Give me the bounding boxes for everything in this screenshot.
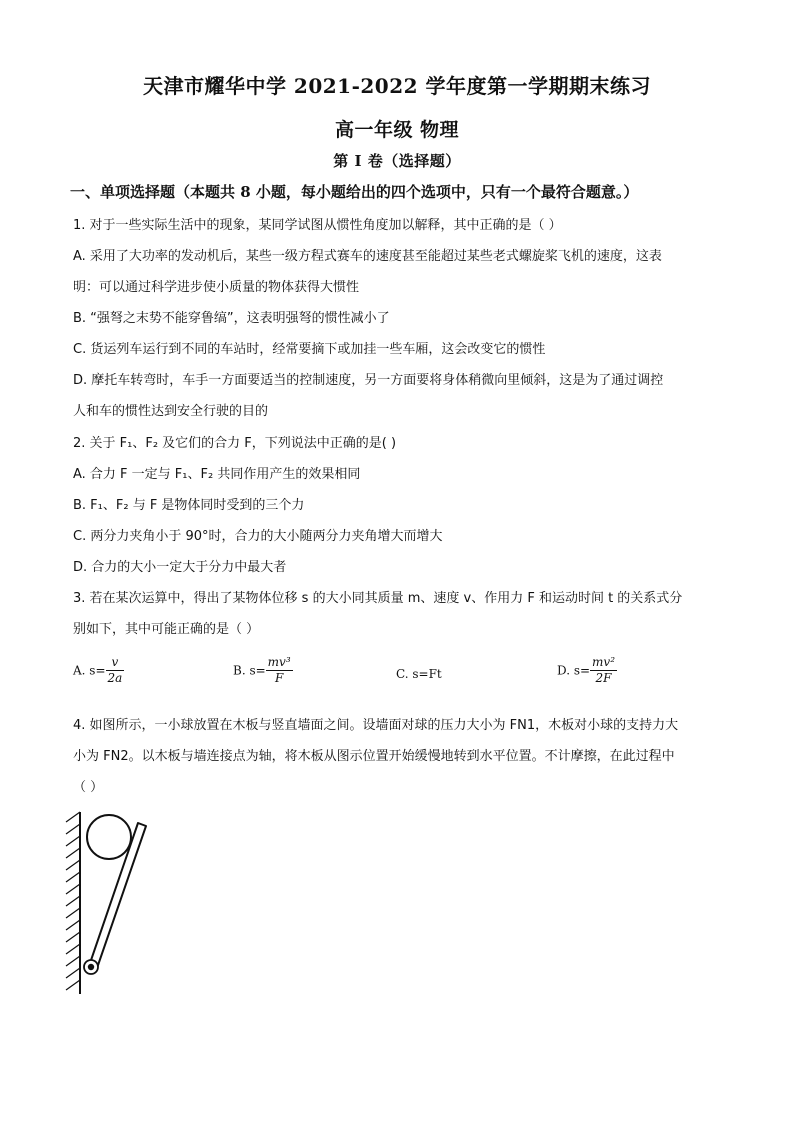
q3-option-b-denominator: F [274, 671, 284, 685]
q3-option-c: C. s=Ft [396, 667, 442, 681]
q3-option-d-label: D. s= [557, 663, 591, 678]
section-heading: 一、单项选择题（本题共 8 小题，每小题给出的四个选项中，只有一个最符合题意。） [70, 183, 639, 201]
q3-option-b-numerator: mv³ [267, 655, 291, 669]
q2-option-d: D. 合力的大小一定大于分力中最大者 [73, 560, 287, 575]
q1-option-d-line2: 人和车的惯性达到安全行驶的目的 [73, 404, 269, 419]
q2-option-c: C. 两分力夹角小于 90°时，合力的大小随两分力夹角增大而增大 [73, 529, 443, 544]
wall-hatching [66, 812, 80, 990]
q2-option-a: A. 合力 F 一定与 F₁、F₂ 共同作用产生的效果相同 [73, 467, 361, 482]
q3-option-a-numerator: v [106, 655, 125, 671]
q3-option-d [557, 655, 617, 686]
board [88, 823, 146, 971]
q1-option-b: B. “强弩之末势不能穿鲁缟”，这表明强弩的惯性减小了 [73, 311, 390, 326]
exam-title: 天津市耀华中学 2021-2022 学年度第一学期期末练习 [142, 74, 652, 98]
q4-stem-line2: 小为 FN2。以木板与墙连接点为轴，将木板从图示位置开始缓慢地转到水平位置。不计摩擦，在此过程中 [73, 749, 675, 764]
q3-option-b [233, 655, 293, 686]
q2-stem: 2. 关于 F₁、F₂ 及它们的合力 F，下列说法中正确的是( ) [73, 436, 397, 451]
q3-option-a-label: A. s= [73, 663, 106, 678]
q1-stem: 1. 对于一些实际生活中的现象，某同学试图从惯性角度加以解释，其中正确的是（ ） [73, 218, 562, 233]
q3-option-d-fraction [590, 655, 617, 686]
q3-option-a-denominator: 2a [107, 671, 123, 685]
q3-option-d-numerator: mv² [592, 655, 616, 669]
exam-subtitle: 高一年级 物理 [334, 119, 460, 141]
ball [87, 815, 131, 859]
q1-option-d-line1: D. 摩托车转弯时，车手一方面要适当的控制速度，另一方面要将身体稍微向里倾斜，这是为了通过调控 [73, 373, 664, 388]
q3-option-d-denominator: 2F [595, 671, 612, 685]
q3-option-a [73, 655, 124, 686]
q3-option-a-fraction [106, 655, 125, 686]
q3-option-b-label: B. s= [233, 663, 266, 678]
pivot-center [88, 964, 94, 970]
q1-option-a-line1: A. 采用了大功率的发动机后，某些一级方程式赛车的速度甚至能超过某些老式螺旋桨飞机的速度，这表 [73, 249, 662, 264]
q1-option-c: C. 货运列车运行到不同的车站时，经常要摘下或加挂一些车厢，这会改变它的惯性 [73, 342, 546, 357]
q3-stem-line1: 3. 若在某次运算中，得出了某物体位移 s 的大小同其质量 m、速度 v、作用力 F 和运动时间 t 的关系式分 [73, 591, 683, 606]
q4-wall-ball-board-figure [62, 808, 162, 998]
q3-stem-line2: 别如下，其中可能正确的是（ ） [73, 622, 260, 637]
q4-stem-line3: （ ） [73, 780, 104, 795]
q1-option-a-line2: 明：可以通过科学进步使小质量的物体获得大惯性 [73, 280, 360, 295]
q3-option-b-fraction [266, 655, 293, 686]
q2-option-b: B. F₁、F₂ 与 F 是物体同时受到的三个力 [73, 498, 305, 513]
part-heading: 第 I 卷（选择题） [333, 152, 461, 170]
q4-stem-line1: 4. 如图所示，一小球放置在木板与竖直墙面之间。设墙面对球的压力大小为 FN1，木板对小球的支持力大 [73, 718, 679, 733]
